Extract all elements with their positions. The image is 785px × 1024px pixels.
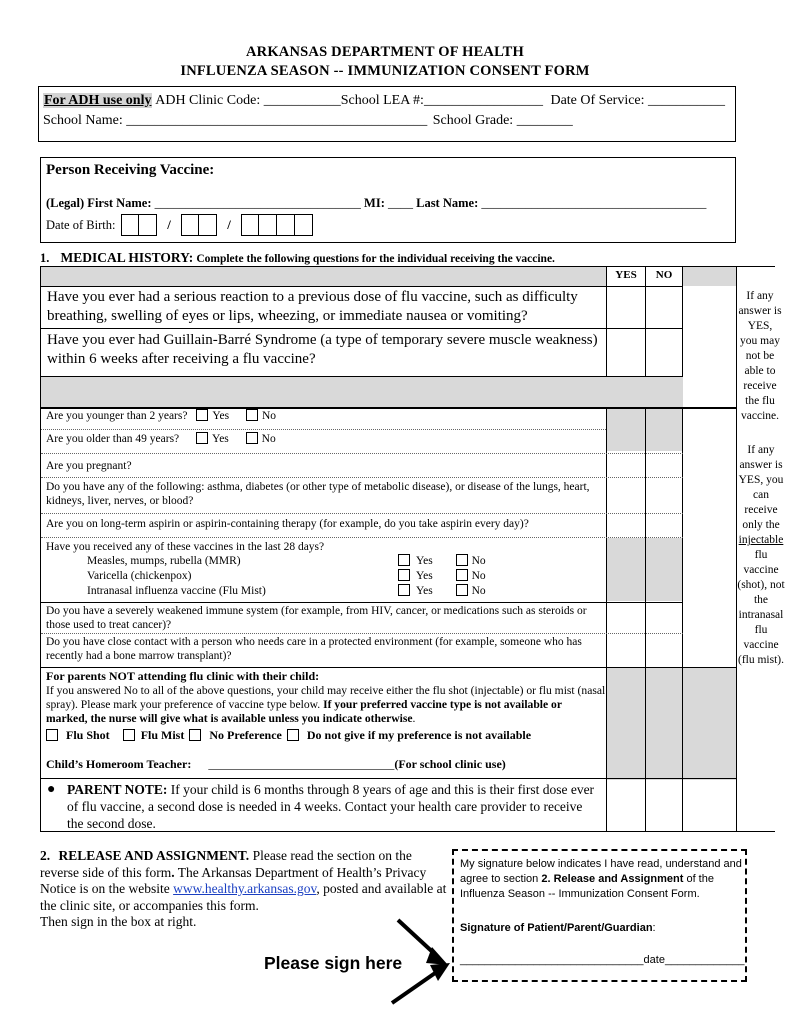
vaccine-mmr: Measles, mumps, rubella (MMR) xyxy=(87,555,241,567)
release-text-4: Then sign in the box at right. xyxy=(40,914,197,929)
signature-label-text: Signature of Patient/Parent/Guardian xyxy=(460,922,653,934)
release-and-assignment: 2. RELEASE AND ASSIGNMENT. Please read the section on the reverse side of this form. The Arkansas Department of Health’s Privacy Notice is on the website www.healthy.arkansas.gov, posted and available at the clinic site, or accompanies this form. Then sign in the box at right. xyxy=(40,848,447,929)
flumist-options xyxy=(398,584,486,598)
pref-no-preference-label: No Preference xyxy=(209,728,282,742)
younger-2-yes-label: Yes xyxy=(212,410,230,422)
question-chronic-conditions: Do you have any of the following: asthma, diabetes (or other type of metabolic disease), or disease of the lungs, heart, kidneys, liver, nerves, or blood? xyxy=(46,481,590,507)
release-text-3: , posted and available at the clinic site, or accompanies this form. xyxy=(40,881,447,913)
medical-title: MEDICAL HISTORY: xyxy=(60,250,194,265)
question-recent-vaccines: Have you received any of these vaccines in the last 28 days? xyxy=(46,541,325,553)
mmr-options xyxy=(398,554,486,568)
medical-history-table xyxy=(40,266,785,832)
side-note-not-eligible: If any answer is YES, you may not be able to receive the flu vaccine. xyxy=(738,290,782,422)
mmr-yes-checkbox[interactable] xyxy=(398,554,410,566)
flumist-no-label: No xyxy=(471,585,486,597)
dob-label: Date of Birth: xyxy=(46,218,116,232)
parent-note xyxy=(67,781,597,832)
school-name-field[interactable]: School Name: ___________________________________________ xyxy=(43,113,428,128)
please-sign-here: Please sign here xyxy=(264,953,403,973)
no-column-header: NO xyxy=(655,269,673,281)
varicella-no-checkbox[interactable] xyxy=(456,569,468,581)
older-49-text: Are you older than 49 years? xyxy=(46,433,180,445)
dob-slash-2: / xyxy=(227,217,231,232)
question-aspirin: Are you on long-term aspirin or aspirin-containing therapy (for example, do you take aspirin every day)? xyxy=(46,518,529,530)
pref-do-not-give-checkbox[interactable] xyxy=(287,729,299,741)
person-receiving-vaccine-box xyxy=(40,157,736,243)
question-pregnant: Are you pregnant? xyxy=(46,460,132,472)
pref-flu-mist-checkbox[interactable] xyxy=(123,729,135,741)
flumist-yes-checkbox[interactable] xyxy=(398,584,410,596)
pref-do-not-give-label: Do not give if my preference is not available xyxy=(306,728,532,742)
first-name-input[interactable]: _________________________________ xyxy=(154,196,361,210)
older-49-yes-checkbox[interactable] xyxy=(196,432,208,444)
younger-2-text: Are you younger than 2 years? xyxy=(46,410,188,422)
signature-box xyxy=(452,849,747,982)
medical-history-heading xyxy=(40,250,555,266)
parents-instructions xyxy=(46,684,606,726)
release-text-2: The Arkansas Department of Health’s Privacy Notice is on the website xyxy=(40,864,427,896)
younger-2-no-checkbox[interactable] xyxy=(246,409,258,421)
arrow-up-right-head xyxy=(430,963,450,981)
question-guillain-barre: Have you ever had Guillain-Barré Syndrome (a type of temporary severe muscle weakness) within 6 weeks after receiving a flu vaccine? xyxy=(47,332,598,367)
signature-text-2: of the Influenza Season -- Immunization Consent Form. xyxy=(460,873,714,900)
date-of-service-field[interactable]: Date Of Service: ___________ xyxy=(550,93,726,108)
side-note-2-injectable: injectable xyxy=(738,534,784,546)
signature-bold-text: 2. Release and Assignment xyxy=(541,873,684,885)
homeroom-teacher-label: Child’s Homeroom Teacher: xyxy=(46,757,192,771)
signature-label xyxy=(460,922,656,934)
privacy-notice-link[interactable]: www.healthy.arkansas.gov xyxy=(173,881,317,896)
signature-label-colon: : xyxy=(652,922,656,934)
flumist-yes-label: Yes xyxy=(416,585,433,597)
first-name-label: (Legal) First Name: xyxy=(46,196,152,210)
signature-text-1: My signature below indicates I have read, understand and agree to section xyxy=(460,858,742,885)
arrow-icons xyxy=(380,915,460,1010)
person-heading: Person Receiving Vaccine: xyxy=(46,162,215,178)
last-name-input[interactable]: ____________________________________ xyxy=(481,196,707,210)
pref-flu-shot-checkbox[interactable] xyxy=(46,729,58,741)
older-49-no-checkbox[interactable] xyxy=(246,432,258,444)
mi-input[interactable]: ____ xyxy=(387,196,413,210)
side-note-2-part-c: flu vaccine (shot), not the intranasal flu vaccine (flu mist). xyxy=(737,549,785,666)
last-name-label: Last Name: xyxy=(416,196,479,210)
vaccine-preference-options xyxy=(46,728,531,743)
homeroom-teacher-input[interactable]: _______________________________ xyxy=(208,757,395,771)
parents-bold-text: If your preferred vaccine type is not available or marked, the nurse will give what is available unless you indicate otherwise xyxy=(46,698,562,725)
arrow-up-right-line xyxy=(392,971,438,1003)
school-lea-field[interactable]: School LEA #:_________________ xyxy=(340,93,543,108)
side-note-injectable-only xyxy=(737,443,785,668)
flumist-no-checkbox[interactable] xyxy=(456,584,468,596)
medical-instructions: Complete the following questions for the individual receiving the vaccine. xyxy=(196,253,555,265)
question-younger-2 xyxy=(46,409,276,423)
release-num: 2. xyxy=(40,848,51,863)
vaccine-varicella: Varicella (chickenpox) xyxy=(87,570,192,582)
dob-input[interactable] xyxy=(121,214,313,236)
mmr-yes-label: Yes xyxy=(416,555,433,567)
older-49-no-label: No xyxy=(261,433,276,445)
side-note-2-part-a: If any answer is YES, you can receive only the xyxy=(738,444,784,531)
varicella-no-label: No xyxy=(471,570,486,582)
homeroom-teacher-note: (For school clinic use) xyxy=(394,757,506,771)
dob-slash-1: / xyxy=(167,217,171,232)
yes-column-header: YES xyxy=(615,269,637,281)
parent-note-text: If your child is 6 months through 8 years of age and this is their first dose ever of flu vaccine, a second dose is needed in 4 weeks. Contact your health care provider to receive the second dose. xyxy=(67,782,595,831)
parents-heading: For parents NOT attending flu clinic with their child: xyxy=(46,669,320,683)
vaccine-flumist: Intranasal influenza vaccine (Flu Mist) xyxy=(87,585,266,597)
varicella-options xyxy=(398,569,486,583)
form-title-line1: ARKANSAS DEPARTMENT OF HEALTH xyxy=(245,44,524,60)
question-weakened-immune: Do you have a severely weakened immune system (for example, from HIV, cancer, or medications such as steroids or those used to treat cancer)? xyxy=(46,605,587,631)
medical-num: 1. xyxy=(40,251,50,265)
bullet-icon: ● xyxy=(47,782,56,797)
release-text-1: Please read the section on the reverse side of this form xyxy=(40,848,412,880)
pref-flu-mist-label: Flu Mist xyxy=(140,728,185,742)
parents-period: . xyxy=(412,712,416,725)
release-heading: RELEASE AND ASSIGNMENT. xyxy=(58,848,250,863)
mmr-no-label: No xyxy=(471,555,486,567)
older-49-yes-label: Yes xyxy=(212,433,229,445)
adh-use-only-box xyxy=(38,86,736,142)
homeroom-teacher-row xyxy=(46,757,506,772)
younger-2-no-label: No xyxy=(261,410,277,422)
mmr-no-checkbox[interactable] xyxy=(456,554,468,566)
question-close-contact: Do you have close contact with a person who needs care in a protected environment (for example, someone who has recently had a bone marrow transplant)? xyxy=(46,636,582,662)
varicella-yes-label: Yes xyxy=(416,570,433,582)
adh-clinic-code-field[interactable]: ADH Clinic Code: ___________ xyxy=(155,93,341,108)
name-row xyxy=(46,196,706,211)
question-serious-reaction: Have you ever had a serious reaction to a previous dose of flu vaccine, such as difficulty breathing, swelling of eyes or lips, wheezing, or immediate nausea or vomiting? xyxy=(47,289,578,324)
parents-text: If you answered No to all of the above questions, your child may receive either the flu shot (injectable) or flu mist (nasal spray). Please mark your preference of vaccine type below. xyxy=(46,684,606,711)
school-grade-field[interactable]: School Grade: ________ xyxy=(432,113,573,128)
form-title-line2: INFLUENZA SEASON -- IMMUNIZATION CONSENT FORM xyxy=(180,63,590,79)
question-older-49 xyxy=(46,432,276,446)
varicella-yes-checkbox[interactable] xyxy=(398,569,410,581)
signature-acknowledgement xyxy=(460,857,742,902)
signature-date-input[interactable]: ______________________________date_____________ xyxy=(460,954,745,966)
pref-no-preference-checkbox[interactable] xyxy=(189,729,201,741)
adh-use-only-label: For ADH use only xyxy=(44,93,152,108)
pref-flu-shot-label: Flu Shot xyxy=(66,728,110,742)
mi-label: MI: xyxy=(364,196,385,210)
parent-note-label: PARENT NOTE: xyxy=(67,782,168,797)
younger-2-yes-checkbox[interactable] xyxy=(196,409,208,421)
